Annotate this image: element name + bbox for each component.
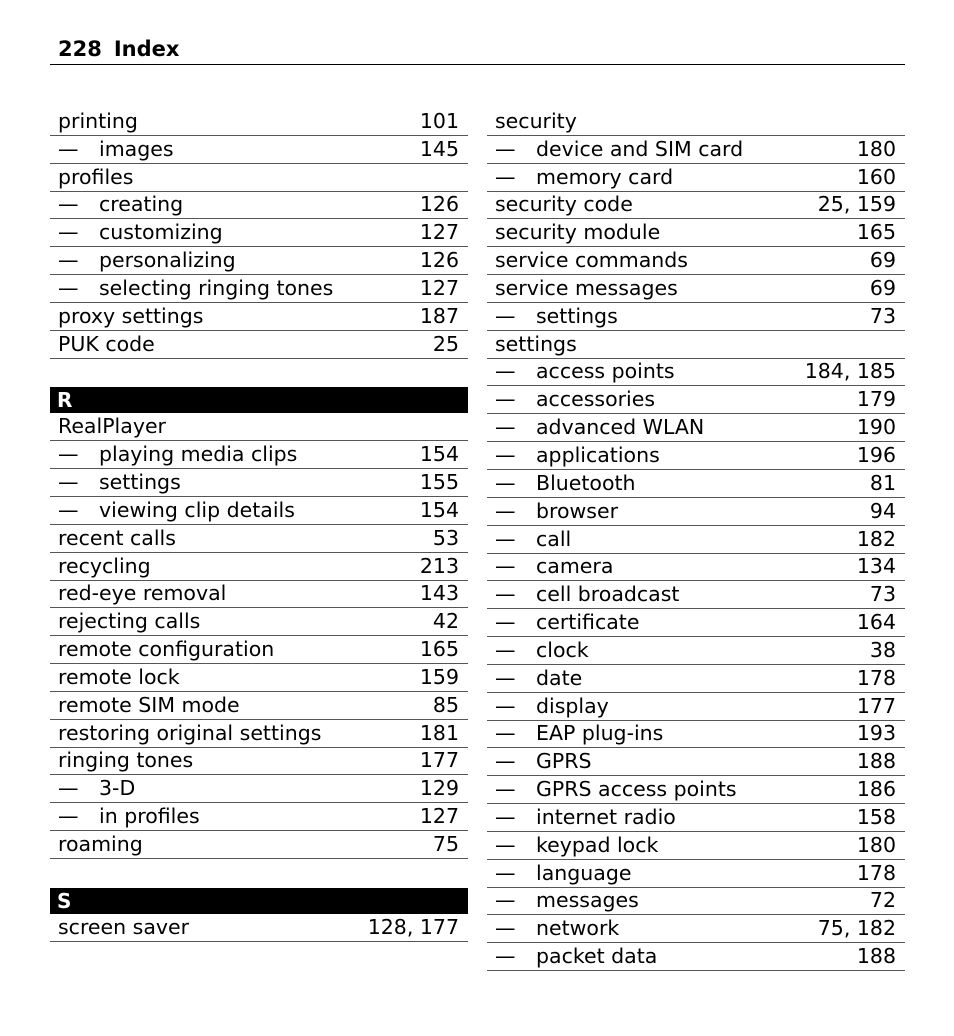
page-title: Index [113,37,180,61]
index-page-numbers: 181 [419,720,459,745]
index-subentry [487,721,905,749]
index-term [58,303,420,330]
index-term-text: remote configuration [58,637,275,662]
index-page-numbers: 177 [419,748,459,773]
index-entry [50,581,468,609]
subentry-dash: — [495,665,516,690]
index-term [495,804,857,831]
index-entry [50,164,468,192]
index-entry [487,108,905,136]
index-term-text: memory card [536,164,674,189]
index-page-numbers: 126 [419,248,459,273]
index-subentry [50,219,468,247]
subentry-dash: — [495,944,516,969]
index-term [495,609,857,636]
index-page-numbers: 75 [432,831,459,856]
index-term-text: security [495,108,577,133]
subentry-dash: — [58,442,79,467]
index-term-text: restoring original settings [58,720,322,745]
index-term-text: camera [536,554,614,579]
index-term-text: images [99,136,174,161]
index-term-text: call [536,526,572,551]
index-term [58,525,433,552]
index-term [495,581,870,608]
subentry-dash: — [495,136,516,161]
index-page-numbers: 179 [856,387,896,412]
index-page-numbers: 85 [432,692,459,717]
index-term-text: profiles [58,164,134,189]
index-term-text: roaming [58,831,143,856]
index-subentry [487,693,905,721]
index-term [495,331,896,358]
index-page-numbers: 186 [856,777,896,802]
page-header [50,34,905,65]
index-term [495,498,870,525]
index-entry [50,664,468,692]
index-term-text: security code [495,192,633,217]
index-page-numbers: 128, 177 [367,914,459,939]
index-page-numbers: 196 [856,442,896,467]
index-page-numbers: 73 [869,303,896,328]
index-subentry [487,804,905,832]
index-entry [50,553,468,581]
index-subentry [50,441,468,469]
index-term [495,776,857,803]
index-term [58,775,420,802]
index-subentry [487,665,905,693]
index-page-numbers: 73 [869,582,896,607]
index-term [58,219,420,246]
index-term-text: printing [58,108,138,133]
index-term-text: viewing clip details [99,497,295,522]
index-page-numbers: 158 [856,804,896,829]
index-entry [50,525,468,553]
index-term [495,191,818,218]
index-term-text: creating [99,192,184,217]
index-subentry [487,136,905,164]
index-term-text: access points [536,359,675,384]
index-term-text: service commands [495,248,688,273]
index-page-numbers: 94 [869,498,896,523]
index-term [58,636,420,663]
index-term [495,720,857,747]
index-term [58,580,420,607]
index-term [58,803,420,830]
index-term [495,275,870,302]
index-term-text: remote lock [58,664,180,689]
index-subentry [487,303,905,331]
subentry-dash: — [58,469,79,494]
index-term-text: remote SIM mode [58,692,240,717]
index-term [495,219,857,246]
index-term-text: service messages [495,275,678,300]
index-page-numbers: 101 [419,108,459,133]
index-subentry [50,247,468,275]
index-page-numbers: 129 [419,776,459,801]
index-term-text: date [536,665,583,690]
subentry-dash: — [495,582,516,607]
subentry-dash: — [58,776,79,801]
index-subentry [50,136,468,164]
index-term [58,497,420,524]
index-page-numbers: 126 [419,192,459,217]
index-subentry [487,442,905,470]
index-page-numbers: 134 [856,554,896,579]
index-page-numbers: 182 [856,526,896,551]
index-subentry [487,498,905,526]
index-page-numbers: 25 [432,331,459,356]
subentry-dash: — [495,916,516,941]
index-subentry [50,775,468,803]
subentry-dash: — [495,860,516,885]
index-subentry [487,526,905,554]
index-term-text: advanced WLAN [536,415,705,440]
index-term [495,553,857,580]
index-term-text: packet data [536,944,658,969]
subentry-dash: — [58,248,79,273]
index-term [58,441,420,468]
subentry-dash: — [495,526,516,551]
index-entry [487,331,905,359]
index-page-numbers: 155 [419,469,459,494]
index-entry [50,914,468,942]
index-subentry [487,359,905,387]
index-column-left [50,108,468,942]
index-page-numbers: 25, 159 [817,192,896,217]
index-page-numbers: 190 [856,415,896,440]
index-subentry [487,637,905,665]
subentry-dash: — [495,749,516,774]
index-subentry [50,497,468,525]
index-term-text: internet radio [536,804,676,829]
index-page-numbers: 165 [856,220,896,245]
index-term-text: in profiles [99,804,200,829]
index-term [495,637,870,664]
index-term [58,747,420,774]
index-term [58,608,433,635]
index-term-text: GPRS access points [536,777,737,802]
subentry-dash: — [58,275,79,300]
index-term-text: screen saver [58,914,190,939]
index-term-text: 3-D [99,776,136,801]
index-term-text: PUK code [58,331,155,356]
index-term-text: applications [536,442,660,467]
index-term-text: browser [536,498,619,523]
index-term-text: clock [536,637,589,662]
subentry-dash: — [58,497,79,522]
index-term-text: settings [495,331,577,356]
index-term [495,247,870,274]
index-entry [50,831,468,859]
index-page-numbers: 127 [419,804,459,829]
index-subentry [487,943,905,971]
index-term [495,442,857,469]
index-subentry [487,470,905,498]
index-page-numbers: 127 [419,220,459,245]
index-term [58,247,420,274]
index-term [495,693,857,720]
index-term [58,331,433,358]
index-entry [50,108,468,136]
index-subentry [487,776,905,804]
index-term [58,275,420,302]
subentry-dash: — [495,442,516,467]
index-column-right [487,108,905,971]
index-page-numbers: 213 [419,553,459,578]
index-entry [50,608,468,636]
subentry-dash: — [495,637,516,662]
section-letter-heading: S [50,888,468,914]
index-term-text: language [536,860,632,885]
index-term [495,915,818,942]
index-subentry [487,748,905,776]
index-term [495,358,805,385]
index-entry [487,247,905,275]
index-term-text: recycling [58,553,151,578]
index-term-text: display [536,693,609,718]
index-page-numbers: 188 [856,944,896,969]
index-term-text: selecting ringing tones [99,275,334,300]
index-page-numbers: 160 [856,164,896,189]
index-term-text: security module [495,220,661,245]
subentry-dash: — [495,804,516,829]
index-subentry [487,414,905,442]
index-term-text: accessories [536,387,656,412]
index-term [58,164,459,191]
index-term [58,469,420,496]
index-subentry [487,832,905,860]
index-term [58,720,420,747]
index-term-text: network [536,916,620,941]
index-term [495,860,857,887]
index-page-numbers: 178 [856,860,896,885]
index-subentry [50,469,468,497]
index-page-numbers: 75, 182 [817,916,896,941]
index-term [58,136,420,163]
index-entry [487,275,905,303]
subentry-dash: — [495,164,516,189]
index-term [495,164,857,191]
index-term [58,191,420,218]
index-page-numbers: 154 [419,442,459,467]
section-spacer [50,359,468,387]
index-entry [50,720,468,748]
index-page-numbers: 180 [856,832,896,857]
index-page-numbers: 178 [856,665,896,690]
index-entry [50,413,468,441]
subentry-dash: — [495,498,516,523]
index-page-numbers: 69 [869,275,896,300]
index-term [58,692,433,719]
subentry-dash: — [58,192,79,217]
index-term-text: customizing [99,220,223,245]
index-page-numbers: 184, 185 [804,359,896,384]
index-term [495,386,857,413]
subentry-dash: — [495,777,516,802]
index-page-numbers: 164 [856,610,896,635]
index-entry [50,748,468,776]
index-page-numbers: 165 [419,637,459,662]
index-subentry [50,803,468,831]
subentry-dash: — [495,721,516,746]
index-term [495,108,896,135]
index-term [495,832,857,859]
index-term [58,664,420,691]
index-entry [487,192,905,220]
index-subentry [487,860,905,888]
index-term [58,413,459,440]
index-page-numbers: 193 [856,721,896,746]
index-term [495,748,857,775]
index-term-text: cell broadcast [536,582,680,607]
subentry-dash: — [58,136,79,161]
index-term-text: keypad lock [536,832,659,857]
index-term-text: rejecting calls [58,609,201,634]
index-subentry [487,581,905,609]
section-spacer [50,859,468,887]
subentry-dash: — [58,804,79,829]
index-page-numbers: 69 [869,248,896,273]
index-page-numbers: 81 [869,470,896,495]
index-page-numbers: 187 [419,303,459,328]
index-subentry [487,386,905,414]
index-subentry [487,164,905,192]
subentry-dash: — [495,832,516,857]
index-term-text: messages [536,888,639,913]
index-page-numbers: 188 [856,749,896,774]
index-term-text: RealPlayer [58,414,166,439]
index-page-numbers: 154 [419,497,459,522]
subentry-dash: — [495,554,516,579]
index-term [495,136,857,163]
index-page-numbers: 127 [419,275,459,300]
index-term [495,470,870,497]
subentry-dash: — [495,387,516,412]
index-subentry [487,888,905,916]
index-term [58,831,433,858]
subentry-dash: — [495,415,516,440]
index-term-text: GPRS [536,749,592,774]
index-entry [50,303,468,331]
index-entry [50,692,468,720]
index-term [495,414,857,441]
index-term-text: red-eye removal [58,581,227,606]
index-page-numbers: 42 [432,609,459,634]
index-term-text: ringing tones [58,748,194,773]
index-page-numbers: 53 [432,525,459,550]
index-term-text: EAP plug-ins [536,721,664,746]
subentry-dash: — [495,888,516,913]
index-page-numbers: 72 [869,888,896,913]
index-term [58,553,420,580]
section-letter-heading: R [50,387,468,413]
index-subentry [487,554,905,582]
index-subentry [487,915,905,943]
subentry-dash: — [495,303,516,328]
index-term [495,665,857,692]
index-entry [50,636,468,664]
subentry-dash: — [495,359,516,384]
index-entry [487,219,905,247]
index-term [495,887,870,914]
index-subentry [50,275,468,303]
subentry-dash: — [495,470,516,495]
index-entry [50,331,468,359]
index-term-text: certificate [536,610,640,635]
index-page-numbers: 145 [419,136,459,161]
index-term-text: personalizing [99,248,236,273]
subentry-dash: — [495,693,516,718]
index-page-numbers: 143 [419,581,459,606]
index-page-numbers: 177 [856,693,896,718]
index-term-text: Bluetooth [536,470,636,495]
index-page-numbers: 180 [856,136,896,161]
index-subentry [487,609,905,637]
index-term [495,526,857,553]
index-term [58,914,368,941]
index-term-text: settings [536,303,618,328]
page-number: 228 [58,37,102,61]
index-term-text: proxy settings [58,303,204,328]
subentry-dash: — [495,610,516,635]
index-term-text: settings [99,469,181,494]
index-page-numbers: 159 [419,664,459,689]
index-page-numbers: 38 [869,637,896,662]
subentry-dash: — [58,220,79,245]
index-subentry [50,192,468,220]
index-term [495,303,870,330]
index-term-text: recent calls [58,525,176,550]
index-term-text: device and SIM card [536,136,744,161]
index-term [495,943,857,970]
index-term-text: playing media clips [99,442,298,467]
index-term [58,108,420,135]
